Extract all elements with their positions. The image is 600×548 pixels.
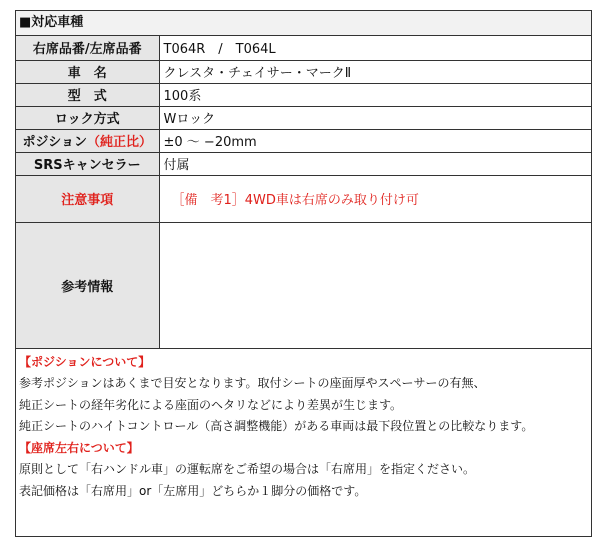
label-model: 型 式 [16, 83, 159, 106]
value-caution: ［備 考1］4WD車は右席のみ取り付け可 [159, 175, 591, 222]
table-row [16, 83, 591, 106]
table-row [16, 60, 591, 83]
notes-line: 原則として「右ハンドル車」の運転席をご希望の場合は「右席用」を指定ください。 [19, 462, 476, 476]
label-srs-canceller: SRSキャンセラー [16, 152, 159, 175]
table-row [16, 36, 591, 60]
section-title: ■対応車種 [16, 11, 591, 36]
value-lock-type: Wロック [159, 106, 591, 129]
seat-side-notes-heading: 【座席左右について】 [19, 440, 139, 455]
label-caution: 注意事項 [16, 175, 159, 222]
notes-section [16, 349, 591, 503]
value-reference-info [159, 222, 591, 348]
label-reference-info: 参考情報 [16, 222, 159, 348]
value-model: 100系 [159, 83, 591, 106]
notes-line: 純正シートの経年劣化による座面のヘタリなどにより差異が生じます。 [19, 397, 403, 412]
table-row [16, 129, 591, 152]
label-car-name: 車 名 [16, 60, 159, 83]
table-row [16, 152, 591, 175]
table-row [16, 222, 591, 348]
notes-line: 参考ポジションはあくまで目安となります。取付シートの座面厚やスペーサーの有無、 [19, 376, 486, 390]
label-lock-type: ロック方式 [16, 106, 159, 129]
position-label-note: （純正比） [86, 135, 152, 150]
label-position [16, 129, 159, 152]
table-row [16, 106, 591, 129]
spec-table [16, 36, 591, 349]
value-position: ±0 〜 −20mm [159, 129, 591, 152]
spec-sheet [15, 10, 592, 537]
value-srs-canceller: 付属 [159, 152, 591, 175]
value-car-name: クレスタ・チェイサー・マークⅡ [159, 60, 591, 83]
notes-line: 純正シートのハイトコントロール（高さ調整機能）がある車両は最下段位置との比較なります。 [19, 419, 534, 433]
label-part-number: 右席品番/左席品番 [16, 36, 159, 60]
value-part-number: T064R / T064L [159, 36, 591, 60]
table-row [16, 175, 591, 222]
position-notes-heading: 【ポジションについて】 [19, 354, 151, 369]
position-label-text: ポジション [22, 135, 87, 150]
notes-line: 表記価格は「右席用」or「左席用」どちらか１脚分の価格です。 [19, 483, 367, 498]
